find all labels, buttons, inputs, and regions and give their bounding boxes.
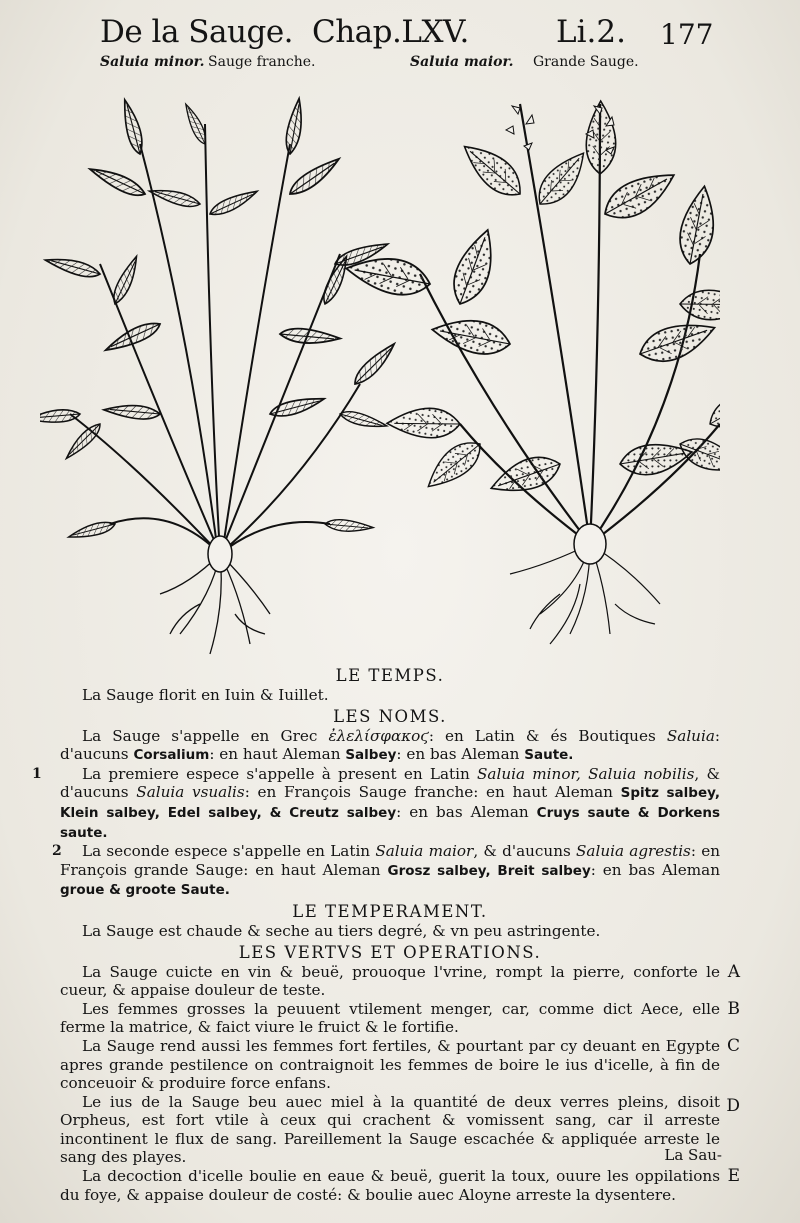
text-run: Les femmes grosses la peuuent vtilement menger, car, comme dict Aece, elle ferme la matrice, & faict viure le fruict & le fortifie. <box>60 999 720 1037</box>
text-run: : en bas Aleman <box>590 860 720 879</box>
latin-name: Saluia agrestis <box>576 842 691 861</box>
text-run: : en Latin & és Boutiques <box>428 726 667 745</box>
caption-right-latin: Saluia maior. <box>410 54 514 70</box>
latin-name: Saluia vsualis <box>136 783 245 802</box>
temps-paragraph: La Sauge florit en Iuin & Iuillet. <box>82 686 329 704</box>
book-number: Li.2. <box>556 14 626 50</box>
latin-name: Saluia <box>666 726 715 745</box>
latin-name: Saluia maior <box>375 842 474 861</box>
vertus-paragraph-d <box>60 1092 740 1167</box>
caption-left-latin: Saluia minor. <box>100 54 205 70</box>
caption-right-french: Grande Sauge. <box>533 54 639 70</box>
noms-paragraph-2 <box>32 764 720 842</box>
text-run: : en haut Aleman <box>209 745 346 764</box>
latin-name: Saluia minor, Saluia nobilis <box>477 764 695 783</box>
text-run: La Sauge rend aussi les femmes fort fertiles, & pourtant par cy deuant en Egypte apres grande pestilence on contraignoit les femmes de boire le ius d'icelle, à fin de conceuoir & produire force enfans. <box>60 1036 720 1093</box>
chapter-number: Chap.LXV. <box>312 14 469 50</box>
text-run: La Sauge cuicte en vin & beuë, prouoque l'vrine, rompt la pierre, conforte le cueur, & appaise douleur de teste. <box>60 962 720 1000</box>
margin-letter-a: A <box>727 961 740 982</box>
vertus-paragraph-b <box>60 998 740 1037</box>
woodcut-illustrations <box>40 84 720 664</box>
text-run: : d'aucuns <box>60 726 720 764</box>
running-header <box>100 14 714 54</box>
section-heading-noms: LES NOMS. <box>333 706 447 726</box>
margin-number-1: 1 <box>32 765 42 782</box>
blackletter-name: Cruys saute & Dorkens saute. <box>60 804 720 841</box>
margin-letter-b: B <box>727 998 740 1019</box>
section-heading-temperament: LE TEMPERAMENT. <box>292 901 488 921</box>
text-run: : en bas Aleman <box>396 802 537 821</box>
text-run: , & d'aucuns <box>473 842 577 861</box>
section-heading-vertus: LES VERTVS ET OPERATIONS. <box>238 942 542 962</box>
greek-name: ἐλελίσφακοϛ <box>328 726 429 745</box>
body-text <box>32 664 740 1204</box>
text-run: La premiere espece s'appelle à present en Latin <box>82 764 478 783</box>
blackletter-name: Grosz salbey, Breit salbey <box>387 862 591 879</box>
blackletter-name: Spitz salbey, Klein salbey, Edel salbey, & Creutz salbey <box>60 785 720 821</box>
text-run: La seconde espece s'appelle en Latin <box>82 842 376 861</box>
blackletter-name: groue & groote Saute. <box>60 882 230 899</box>
blackletter-name: Saute. <box>524 747 574 764</box>
chapter-title: De la Sauge. <box>100 14 294 50</box>
text-run: La Sauge s'appelle en Grec <box>82 726 329 745</box>
catchword: La Sau- <box>664 1146 722 1164</box>
text-run: : en François Sauge franche: en haut Aleman <box>244 783 621 802</box>
small-sage-plant <box>40 98 401 654</box>
plate-captions <box>100 54 660 76</box>
margin-letter-d: D <box>726 1095 740 1116</box>
vertus-paragraph-c <box>60 1035 740 1093</box>
margin-number-2: 2 <box>52 843 62 860</box>
text-run: : en bas Aleman <box>396 745 525 764</box>
vertus-paragraph-a <box>60 961 740 1000</box>
margin-letter-e: E <box>727 1166 740 1187</box>
text-run: , & d'aucuns <box>60 764 720 802</box>
vertus-paragraph-e <box>60 1166 740 1204</box>
page-number: 177 <box>660 18 714 51</box>
text-run: Le ius de la Sauge beu auec miel à la quantité de deux verres pleins, disoit Orpheus, est fort vtile à ceux qui crachent & vomissent sang, car il arreste incontinent le flux de sang. Pareillement la Sauge escachée & appliquée arreste le sang des playes. <box>60 1092 720 1167</box>
text-run: : en François grande Sauge: en haut Aleman <box>60 842 720 879</box>
margin-letter-c: C <box>726 1035 740 1056</box>
sage-woodcut-image <box>40 84 720 664</box>
section-heading-temps: LE TEMPS. <box>335 666 445 685</box>
noms-paragraph-1 <box>60 727 720 765</box>
large-sage-plant <box>343 100 720 644</box>
blackletter-name: Corsalium <box>133 747 210 764</box>
blackletter-name: Salbey <box>345 747 397 764</box>
caption-left-french: Sauge franche. <box>208 54 316 70</box>
temperament-paragraph: La Sauge est chaude & seche au tiers degré, & vn peu astringente. <box>82 921 601 940</box>
noms-paragraph-3 <box>52 842 720 900</box>
text-run: La decoction d'icelle boulie en eaue & beuë, guerit la toux, ouure les oppilations du foye, & appaise douleur de costé: & boulie auec Aloyne arreste la dysentere. <box>60 1167 720 1204</box>
